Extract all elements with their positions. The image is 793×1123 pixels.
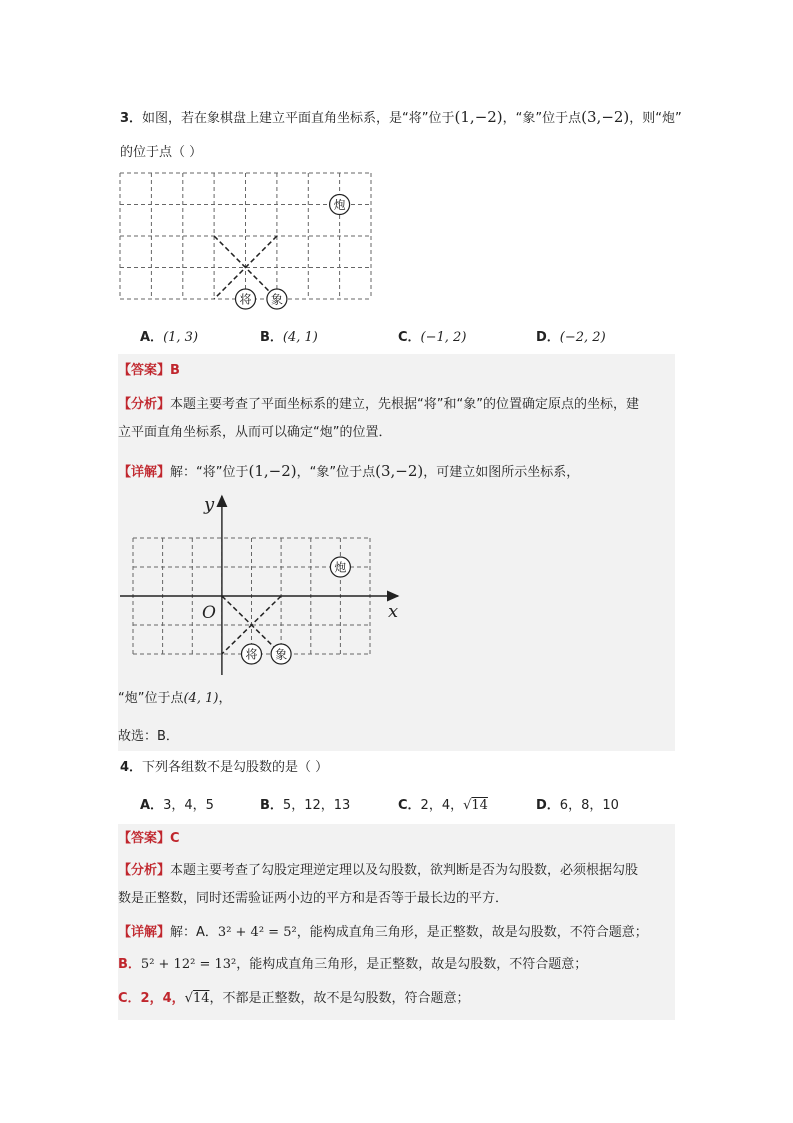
q3-piece-pao [330, 195, 350, 215]
q3-text-b: ，“象”位于点 [502, 111, 582, 126]
q3-text-a: 如图，若在象棋盘上建立平面直角坐标系，是“将”位于 [142, 111, 455, 126]
q4-stem: 4．下列各组数不是勾股数的是（ ） [120, 760, 329, 775]
q3-option-c[interactable]: C．(−1, 2) [398, 330, 467, 345]
q4-option-d[interactable]: D．6，8，10 [536, 798, 619, 813]
svg-text:将: 将 [239, 292, 252, 307]
q4-detail-a: 【详解】解：A．3² + 4² = 5²，能构成直角三角形，是正整数，故是勾股数，不符合题意； [118, 925, 648, 940]
q4-option-a[interactable]: A．3，4，5 [140, 798, 214, 813]
q3-choose: 故选：B． [118, 729, 179, 744]
svg-text:炮: 炮 [333, 198, 346, 212]
q4-analysis-line1: 【分析】本题主要考查了勾股定理逆定理以及勾股数，欲判断是否为勾股数，必须根据勾股 [118, 863, 639, 878]
q3-options [140, 326, 660, 346]
y-axis-label: y [204, 494, 215, 515]
q3-option-b[interactable]: B．(4, 1) [260, 330, 318, 345]
svg-text:象: 象 [270, 292, 283, 307]
q3-stem-line2: 的位于点（ ） [120, 145, 203, 160]
svg-text:将: 将 [245, 647, 258, 662]
svg-text:象: 象 [275, 647, 288, 662]
q4-answer-box [118, 824, 675, 1020]
svg-text:炮: 炮 [334, 560, 347, 575]
q4-detail-b: B．5² + 12² = 13²，能构成直角三角形，是正整数，故是勾股数，不符合题意； [118, 957, 588, 972]
q3-analysis-line2: 立平面直角坐标系，从而可以确定“炮”的位置． [118, 425, 392, 440]
q4-detail-c: C．2，4，√14，不都是正整数，故不是勾股数，符合题意； [118, 991, 470, 1006]
q3-option-a[interactable]: A．(1, 3) [140, 330, 199, 345]
q3-point-xiang: (3,−2) [581, 108, 630, 126]
q3-coordinate-figure [118, 490, 408, 680]
q3-fig2-piece-pao [330, 557, 350, 577]
q3-analysis-line1: 【分析】本题主要考查了平面坐标系的建立，先根据“将”和“象”的位置确定原点的坐标，建 [118, 397, 639, 412]
q3-number: 3． [120, 111, 143, 126]
origin-label: O [202, 603, 216, 623]
q3-result: “炮”位于点(4, 1)， [118, 691, 232, 706]
x-axis-label: x [388, 601, 399, 622]
q4-options [140, 794, 660, 814]
q3-stem-line1 [120, 107, 682, 129]
q3-piece-jiang [236, 289, 256, 309]
q4-analysis-line2: 数是正整数，同时还需验证两小边的平方和是否等于最长边的平方． [118, 891, 509, 906]
q3-text-c: ，则“炮” [629, 111, 682, 126]
q3-answer-box [118, 354, 675, 751]
q3-fig2-piece-jiang [242, 644, 262, 664]
q3-detail: 【详解】解：“将”位于(1,−2)，“象”位于点(3,−2)，可建立如图所示坐标系， [118, 462, 580, 480]
q4-answer: 【答案】C [118, 831, 180, 846]
q3-piece-xiang [267, 289, 287, 309]
q3-answer: 【答案】B [118, 363, 180, 378]
q3-point-jiang: (1,−2) [454, 108, 503, 126]
q4-option-b[interactable]: B．5，12，13 [260, 798, 351, 813]
q3-fig2-piece-xiang [271, 644, 291, 664]
q3-chessboard-figure [112, 166, 382, 316]
q3-option-d[interactable]: D．(−2, 2) [536, 330, 606, 345]
q4-option-c[interactable]: C．2，4，√14 [398, 798, 488, 813]
